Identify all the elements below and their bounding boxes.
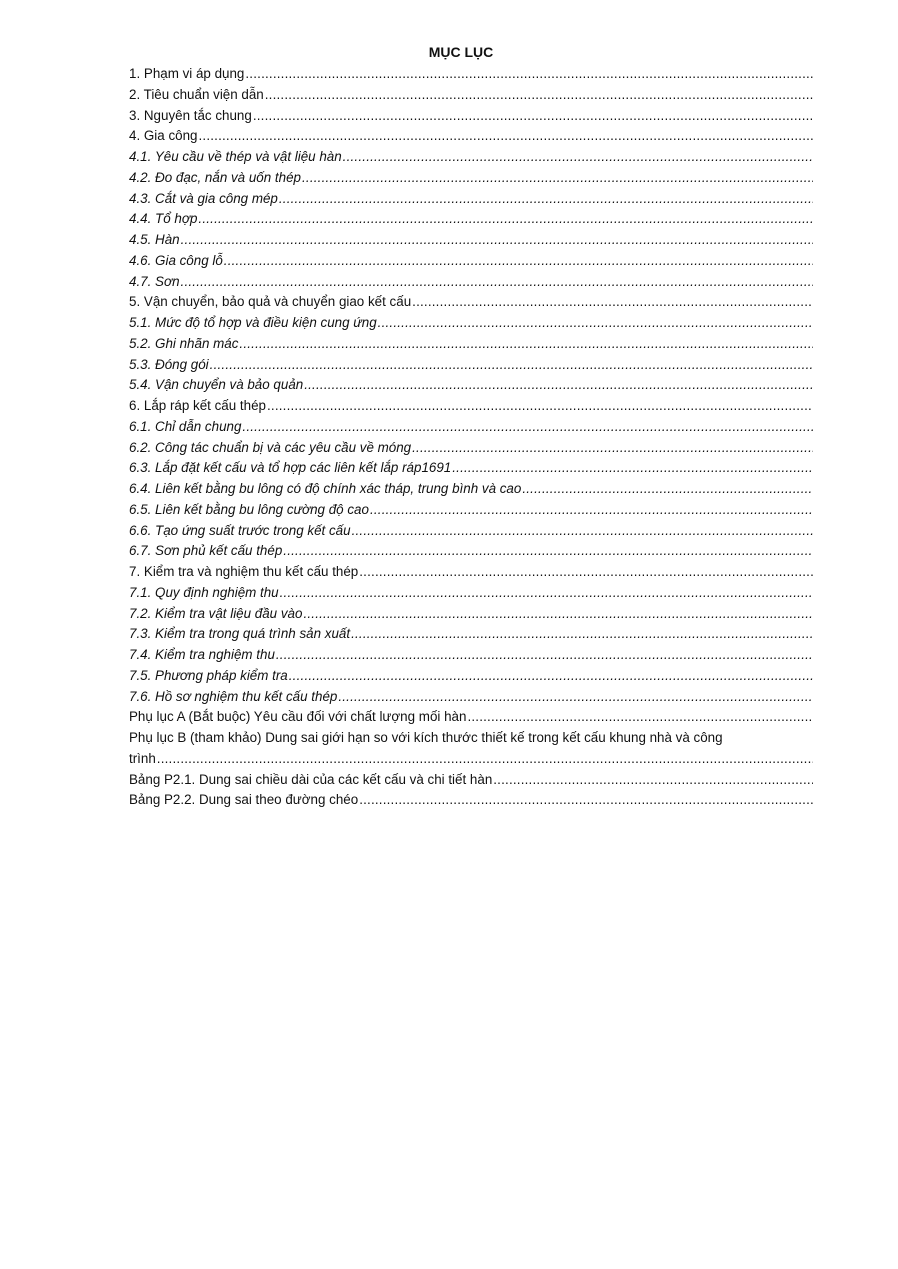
toc-entry[interactable] <box>129 562 813 583</box>
toc-dot-leader <box>370 500 813 521</box>
toc-entry-text: 6.2. Công tác chuẩn bị và các yêu cầu về móng <box>129 439 412 455</box>
toc-dot-leader <box>283 541 813 562</box>
toc-dot-leader <box>239 334 813 355</box>
toc-entry-text: 5.4. Vận chuyển và bảo quản <box>129 377 304 393</box>
toc-entry-text: 2. Tiêu chuẩn viện dẫn <box>129 86 264 102</box>
toc-entry-text-line2: trình <box>129 750 156 766</box>
toc-entry-text: 7.5. Phương pháp kiểm tra <box>129 667 288 683</box>
toc-dot-leader <box>351 624 813 645</box>
toc-entry-wrapped[interactable] <box>129 728 813 770</box>
toc-entry-text: 1. Phạm vi áp dụng <box>129 66 245 81</box>
toc-dot-leader <box>304 375 813 396</box>
toc-entry-text: 6. Lắp ráp kết cấu thép <box>129 398 266 413</box>
toc-dot-leader <box>338 687 813 708</box>
toc-subentry[interactable] <box>129 230 813 251</box>
toc-entry-text: 4. Gia công <box>129 128 198 144</box>
toc-entry-text: 6.5. Liên kết bằng bu lông cường độ cao <box>129 501 369 517</box>
toc-subentry[interactable] <box>129 147 813 168</box>
toc-entry[interactable] <box>129 126 813 147</box>
toc-entry-text: 7.1. Quy định nghiệm thu <box>129 584 279 600</box>
toc-dot-leader <box>493 770 813 791</box>
toc-subentry[interactable] <box>129 541 813 562</box>
toc-entry-text-line1: Phụ lục B (tham khảo) Dung sai giới hạn so với kích thước thiết kế trong kết cấu khung nhà và công <box>129 730 723 745</box>
toc-subentry[interactable] <box>129 313 813 334</box>
toc-subentry[interactable] <box>129 624 813 645</box>
toc-subentry[interactable] <box>129 272 813 293</box>
toc-dot-leader <box>352 521 813 542</box>
toc-entry-text: 6.1. Chỉ dẫn chung <box>129 418 242 434</box>
toc-subentry[interactable] <box>129 355 813 376</box>
toc-subentry[interactable] <box>129 687 813 708</box>
toc-dot-leader <box>303 604 813 625</box>
toc-dot-leader <box>198 126 813 147</box>
toc-subentry[interactable] <box>129 438 813 459</box>
toc-entry-text: 4.3. Cắt và gia công mép <box>129 190 278 206</box>
toc-dot-leader <box>359 562 813 583</box>
toc-entry-text: 7.6. Hồ sơ nghiệm thu kết cấu thép <box>129 688 338 704</box>
toc-entry-text: Bảng P2.2. Dung sai theo đường chéo <box>129 792 359 808</box>
toc-entry[interactable] <box>129 707 813 728</box>
toc-dot-leader <box>279 189 813 210</box>
toc-dot-leader <box>302 168 813 189</box>
toc-entry-text: 5.3. Đóng gói <box>129 356 209 372</box>
table-of-contents <box>129 42 813 811</box>
toc-dot-leader <box>210 355 813 376</box>
toc-entry-text: 4.1. Yêu cầu về thép và vật liệu hàn <box>129 149 342 164</box>
toc-entry-text: 4.7. Sơn <box>129 273 180 289</box>
toc-dot-leader <box>245 64 813 85</box>
toc-entry-text: 4.4. Tổ hợp <box>129 211 198 227</box>
toc-entry-text: 7.4. Kiểm tra nghiệm thu <box>129 647 275 662</box>
toc-dot-leader <box>181 272 813 293</box>
toc-subentry[interactable] <box>129 500 813 521</box>
toc-entry[interactable] <box>129 64 813 85</box>
toc-subentry[interactable] <box>129 645 813 666</box>
toc-entry-text: 3. Nguyên tắc chung <box>129 107 252 123</box>
toc-entry-text: 6.6. Tạo ứng suất trước trong kết cấu <box>129 522 351 538</box>
toc-entry-text: 6.3. Lắp đặt kết cấu và tổ hợp các liên kết lắp ráp1691 <box>129 460 452 476</box>
toc-entry[interactable] <box>129 770 813 791</box>
toc-dot-leader <box>157 749 813 770</box>
toc-entry[interactable] <box>129 106 813 127</box>
toc-entry-text: 4.2. Đo đạc, nắn và uốn thép <box>129 169 301 185</box>
toc-subentry[interactable] <box>129 417 813 438</box>
toc-dot-leader <box>265 85 813 106</box>
toc-entry-text: 4.6. Gia công lỗ <box>129 252 223 268</box>
toc-entry-text: 4.5. Hàn <box>129 232 180 247</box>
toc-subentry[interactable] <box>129 666 813 687</box>
toc-entry-text: 7.2. Kiểm tra vật liệu đầu vào <box>129 605 303 621</box>
toc-entry-text: Phụ lục A (Bắt buộc) Yêu cầu đối với chất lượng mối hàn <box>129 709 467 725</box>
toc-dot-leader <box>452 458 813 479</box>
toc-entry-text: 7. Kiểm tra và nghiệm thu kết cấu thép <box>129 564 359 579</box>
toc-entry[interactable] <box>129 790 813 811</box>
toc-subentry[interactable] <box>129 168 813 189</box>
toc-dot-leader <box>198 209 813 230</box>
toc-subentry[interactable] <box>129 189 813 210</box>
toc-list <box>129 64 813 811</box>
toc-dot-leader <box>280 583 813 604</box>
toc-dot-leader <box>378 313 813 334</box>
toc-subentry[interactable] <box>129 334 813 355</box>
toc-dot-leader <box>276 645 813 666</box>
toc-entry-text: Bảng P2.1. Dung sai chiều dài của các kết cấu và chi tiết hàn <box>129 771 493 787</box>
toc-entry-line2 <box>129 749 813 770</box>
toc-subentry[interactable] <box>129 604 813 625</box>
toc-dot-leader <box>412 438 813 459</box>
toc-entry-text: 5.1. Mức độ tổ hợp và điều kiện cung ứng <box>129 315 377 330</box>
toc-entry-text: 5.2. Ghi nhãn mác <box>129 335 239 351</box>
toc-dot-leader <box>242 417 813 438</box>
toc-entry-text: 6.7. Sơn phủ kết cấu thép <box>129 543 283 559</box>
toc-title: MỤC LỤC <box>428 44 494 60</box>
toc-entry-text: 6.4. Liên kết bằng bu lông có độ chính xác tháp, trung bình và cao <box>129 481 522 496</box>
toc-dot-leader <box>343 147 813 168</box>
toc-entry[interactable] <box>129 396 813 417</box>
toc-dot-leader <box>359 790 813 811</box>
toc-subentry[interactable] <box>129 209 813 230</box>
toc-subentry[interactable] <box>129 521 813 542</box>
toc-dot-leader <box>181 230 813 251</box>
toc-dot-leader <box>467 707 813 728</box>
toc-dot-leader <box>253 106 813 127</box>
toc-dot-leader <box>522 479 813 500</box>
toc-subentry[interactable] <box>129 375 813 396</box>
toc-subentry[interactable] <box>129 251 813 272</box>
toc-dot-leader <box>267 396 813 417</box>
toc-entry-text: 7.3. Kiểm tra trong quá trình sản xuất <box>129 626 351 642</box>
toc-subentry[interactable] <box>129 583 813 604</box>
toc-subentry[interactable] <box>129 458 813 479</box>
toc-entry-text: 5. Vận chuyển, bảo quả và chuyển giao kết cấu <box>129 294 412 310</box>
toc-subentry[interactable] <box>129 479 813 500</box>
toc-dot-leader <box>289 666 813 687</box>
toc-dot-leader <box>412 292 813 313</box>
toc-entry[interactable] <box>129 292 813 313</box>
toc-entry[interactable] <box>129 85 813 106</box>
toc-dot-leader <box>224 251 813 272</box>
